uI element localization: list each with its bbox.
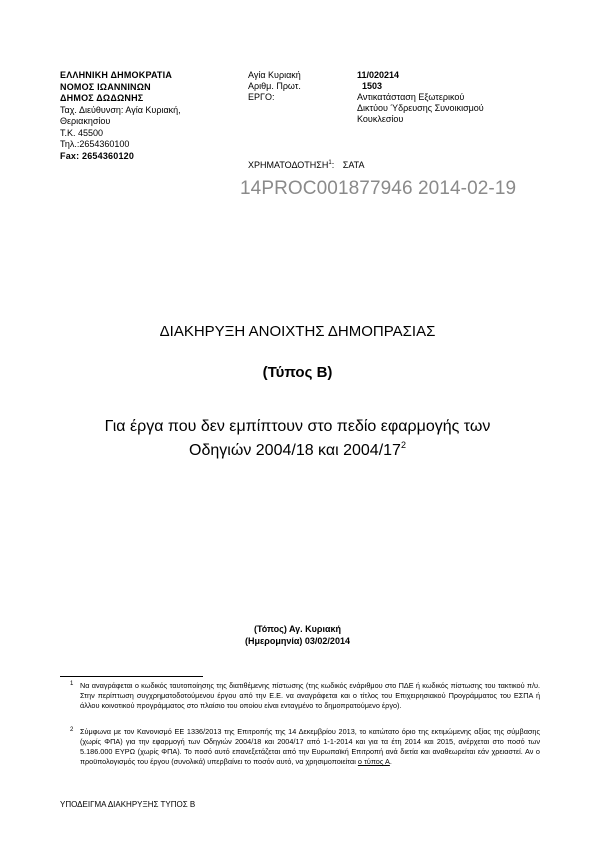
issuer-postcode: Τ.Κ. 45500: [60, 127, 104, 138]
scope-footnote-ref: 2: [400, 440, 406, 450]
document-scope: [0, 417, 595, 460]
issuer-block: [60, 70, 181, 162]
protocol-label: Αριθμ. Πρωτ.: [248, 81, 301, 91]
document-type: (Τύπος Β): [262, 364, 333, 381]
footnote-2-text: Σύμφωνα με τον Κανονισμό ΕΕ 1336/2013 της Επιτροπής της 14 Δεκεμβρίου 2013, το κατώτατο όριο της εκτιμώμενης αξίας της σύμβασης (χωρίς ΦΠΑ) για την εφαρμογή των Οδηγιών 2004/18 και 2004/17 από 1-1-2014 και για τα έτη 2014 και 2015, ανέρχεται στο ποσό των 5.186.000 ΕΥΡΩ (χωρίς ΦΠΑ). Το ποσό αυτό επανεξετάζεται από την Ευρωπαϊκή Επιτροπή ανά διετία και αναθεωρείται εάν χρειαστεί. Αν ο προϋπολογισμός του έργου (συνολικά) υπερβαίνει το ποσόν αυτό, να χρησιμοποιείται: [80, 727, 540, 766]
footnote-1: [70, 681, 540, 711]
project-title-line3: Κουκλεσίου: [357, 114, 404, 124]
place-line: (Τόπος) Αγ. Κυριακή: [253, 624, 342, 634]
project-title-line1: Αντικατάσταση Εξωτερικού: [357, 92, 465, 102]
document-title: ΔΙΑΚΗΡΥΞΗ ΑΝΟΙΧΤΗΣ ΔΗΜΟΠΡΑΣΙΑΣ: [159, 323, 436, 340]
funding-label: ΧΡΗΜΑΤΟΔΟΤΗΣΗ: [248, 160, 329, 170]
footnote-2: [70, 727, 540, 767]
issuer-phone: Τηλ.:2654360100: [60, 139, 130, 149]
footnote-1-number: 1: [70, 681, 74, 687]
issuer-municipality: ΔΗΜΟΣ ΔΩΔΩΝΗΣ: [60, 93, 144, 103]
issuer-address-line1: Ταχ. Διεύθυνση: Αγία Κυριακή,: [60, 104, 181, 115]
issuer-fax: Fax: 2654360120: [60, 150, 135, 161]
issuer-address-line2: Θεριακησίου: [60, 116, 111, 126]
issuer-prefecture: ΝΟΜΟΣ ΙΩΑΝΝΙΝΩΝ: [60, 81, 151, 92]
footnote-2-type-a-reference: ο τύπος Α: [357, 757, 390, 766]
place-value: 11/020214: [357, 70, 400, 80]
place-date-block: [0, 623, 595, 647]
project-title: [357, 92, 484, 125]
funding-row: [248, 158, 364, 171]
footnote-1-text: Να αναγράφεται ο κωδικός ταυτοποίησης της διατιθέμενης πίστωσης (της κωδικός ενάριθμου στο ΠΔΕ ή κωδικός πίστωσης του τακτικού π/υ. Στην περίπτωση συγχρηματοδοτούμενου έργου από την Ε.Ε. να αναγράφεται και ο τίτλος του Επιχειρησιακού Προγράμματος του ΕΣΠΑ ή άλλου κοινοτικού προγράμματος στο πλαίσιο του οποίου είναι ενταγμένο το δημοπρατούμενο έργο).: [80, 681, 540, 710]
funding-value: ΣΑΤΑ: [342, 160, 365, 170]
ada-code: 14PROC001877946 2014-02-19: [240, 178, 517, 199]
footnote-divider: [60, 676, 203, 677]
funding-colon: :: [331, 160, 335, 170]
place-label: Αγία Κυριακή: [248, 70, 301, 80]
scope-line2: Οδηγιών 2004/18 και 2004/17: [189, 442, 401, 459]
date-line: (Ημερομηνία) 03/02/2014: [245, 636, 350, 646]
issuer-country: ΕΛΛΗΝΙΚΗ ΔΗΜΟΚΡΑΤΙΑ: [60, 70, 173, 80]
project-label: ΕΡΓΟ:: [248, 92, 275, 102]
scope-line1: Για έργα που δεν εμπίπτουν στο πεδίο εφαρμογής των: [104, 418, 491, 435]
protocol-value: 1503: [362, 81, 383, 91]
project-title-line2: Δικτύου Ύδρευσης Συνοικισμού: [357, 103, 484, 113]
footnote-2-number: 2: [70, 727, 74, 733]
funding-footnote-ref: 1: [328, 160, 332, 166]
page-footer: ΥΠΟΔΕΙΓΜΑ ΔΙΑΚΗΡΥΞΗΣ ΤΥΠΟΣ Β: [60, 800, 196, 809]
footnote-2-end: .: [389, 757, 392, 766]
